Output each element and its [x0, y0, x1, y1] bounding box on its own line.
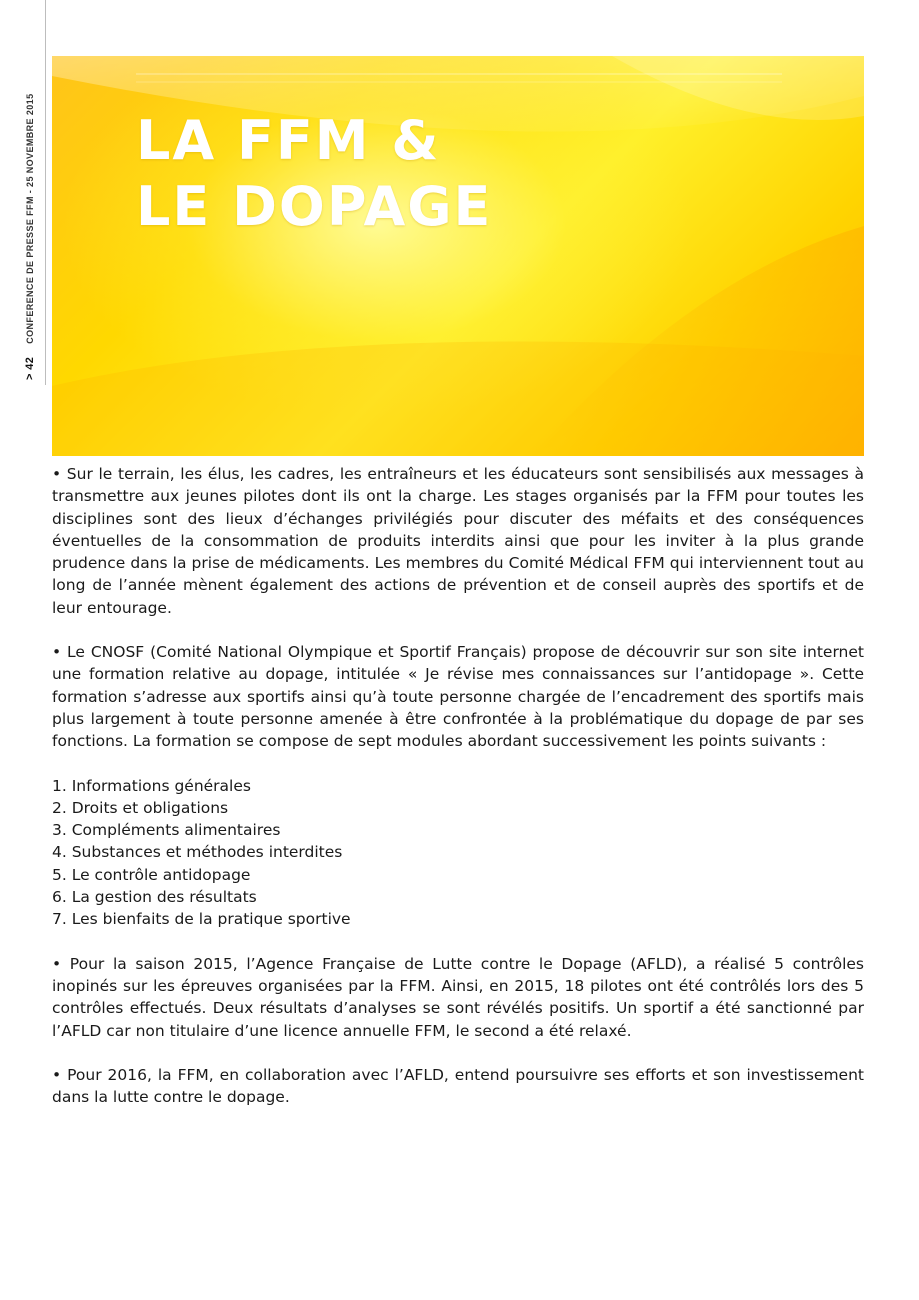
list-item: 2. Droits et obligations	[52, 798, 229, 817]
running-title: CONFERENCE DE PRESSE FFM - 25 NOVEMBRE 2015	[25, 93, 35, 344]
list-item: 4. Substances et méthodes interdites	[52, 843, 343, 862]
list-item: 6. La gestion des résultats	[52, 888, 257, 907]
page-title	[136, 108, 492, 240]
modules-list	[52, 775, 864, 931]
list-item: 1. Informations générales	[52, 776, 251, 795]
side-divider	[45, 0, 46, 385]
list-item: 5. Le contrôle antidopage	[52, 865, 251, 884]
list-item: 7. Les bienfaits de la pratique sportive	[52, 910, 351, 929]
paragraph-cnosf-training: • Le CNOSF (Comité National Olympique et Sportif Français) propose de découvrir sur son site internet une formation relative au dopage, intitulée « Je révise mes connaissances sur l’antidopage ». Cette formation s’adresse aux sportifs ainsi qu’à toute personne chargée de l’encadrement des sportifs mais plus largement à toute personne amenée à être confrontée à la problématique du dopage de par ses fonctions. La formation se compose de sept modules abordant successivement les points suivants :	[52, 643, 864, 751]
title-line-1: LA FFM &	[136, 109, 441, 172]
paragraph-afld-controls: • Pour la saison 2015, l’Agence Française de Lutte contre le Dopage (AFLD), a réalisé 5 contrôles inopinés sur les épreuves organisées par la FFM. Ainsi, en 2015, 18 pilotes ont été contrôlés lors des 5 contrôles effectués. Deux résultats d’analyses se sont révélés positifs. Un sportif a été sanctionné par l’AFLD car non titulaire d’une licence annuelle FFM, le second a été relaxé.	[52, 954, 864, 1040]
page-number: > 42	[24, 356, 36, 380]
title-line-2: LE DOPAGE	[136, 175, 493, 238]
side-running-header	[24, 40, 38, 380]
article-body	[52, 463, 864, 1130]
list-item: 3. Compléments alimentaires	[52, 821, 281, 840]
title-banner	[52, 56, 864, 456]
paragraph-2016-plans: • Pour 2016, la FFM, en collaboration avec l’AFLD, entend poursuivre ses efforts et son investissement dans la lutte contre le dopage.	[52, 1065, 864, 1107]
paragraph-field-awareness: • Sur le terrain, les élus, les cadres, les entraîneurs et les éducateurs sont sensibilisés aux messages à transmettre aux jeunes pilotes dont ils ont la charge. Les stages organisés par la FFM pour toutes les disciplines sont des lieux d’échanges privilégiés pour discuter des méfaits et des conséquences éventuelles de la consommation de produits interdits ainsi que pour les inviter à la plus grande prudence dans la prise de médicaments. Les membres du Comité Médical FFM qui interviennent tout au long de l’année mènent également des actions de prévention et de conseil auprès des sportifs et de leur entourage.	[52, 465, 864, 617]
